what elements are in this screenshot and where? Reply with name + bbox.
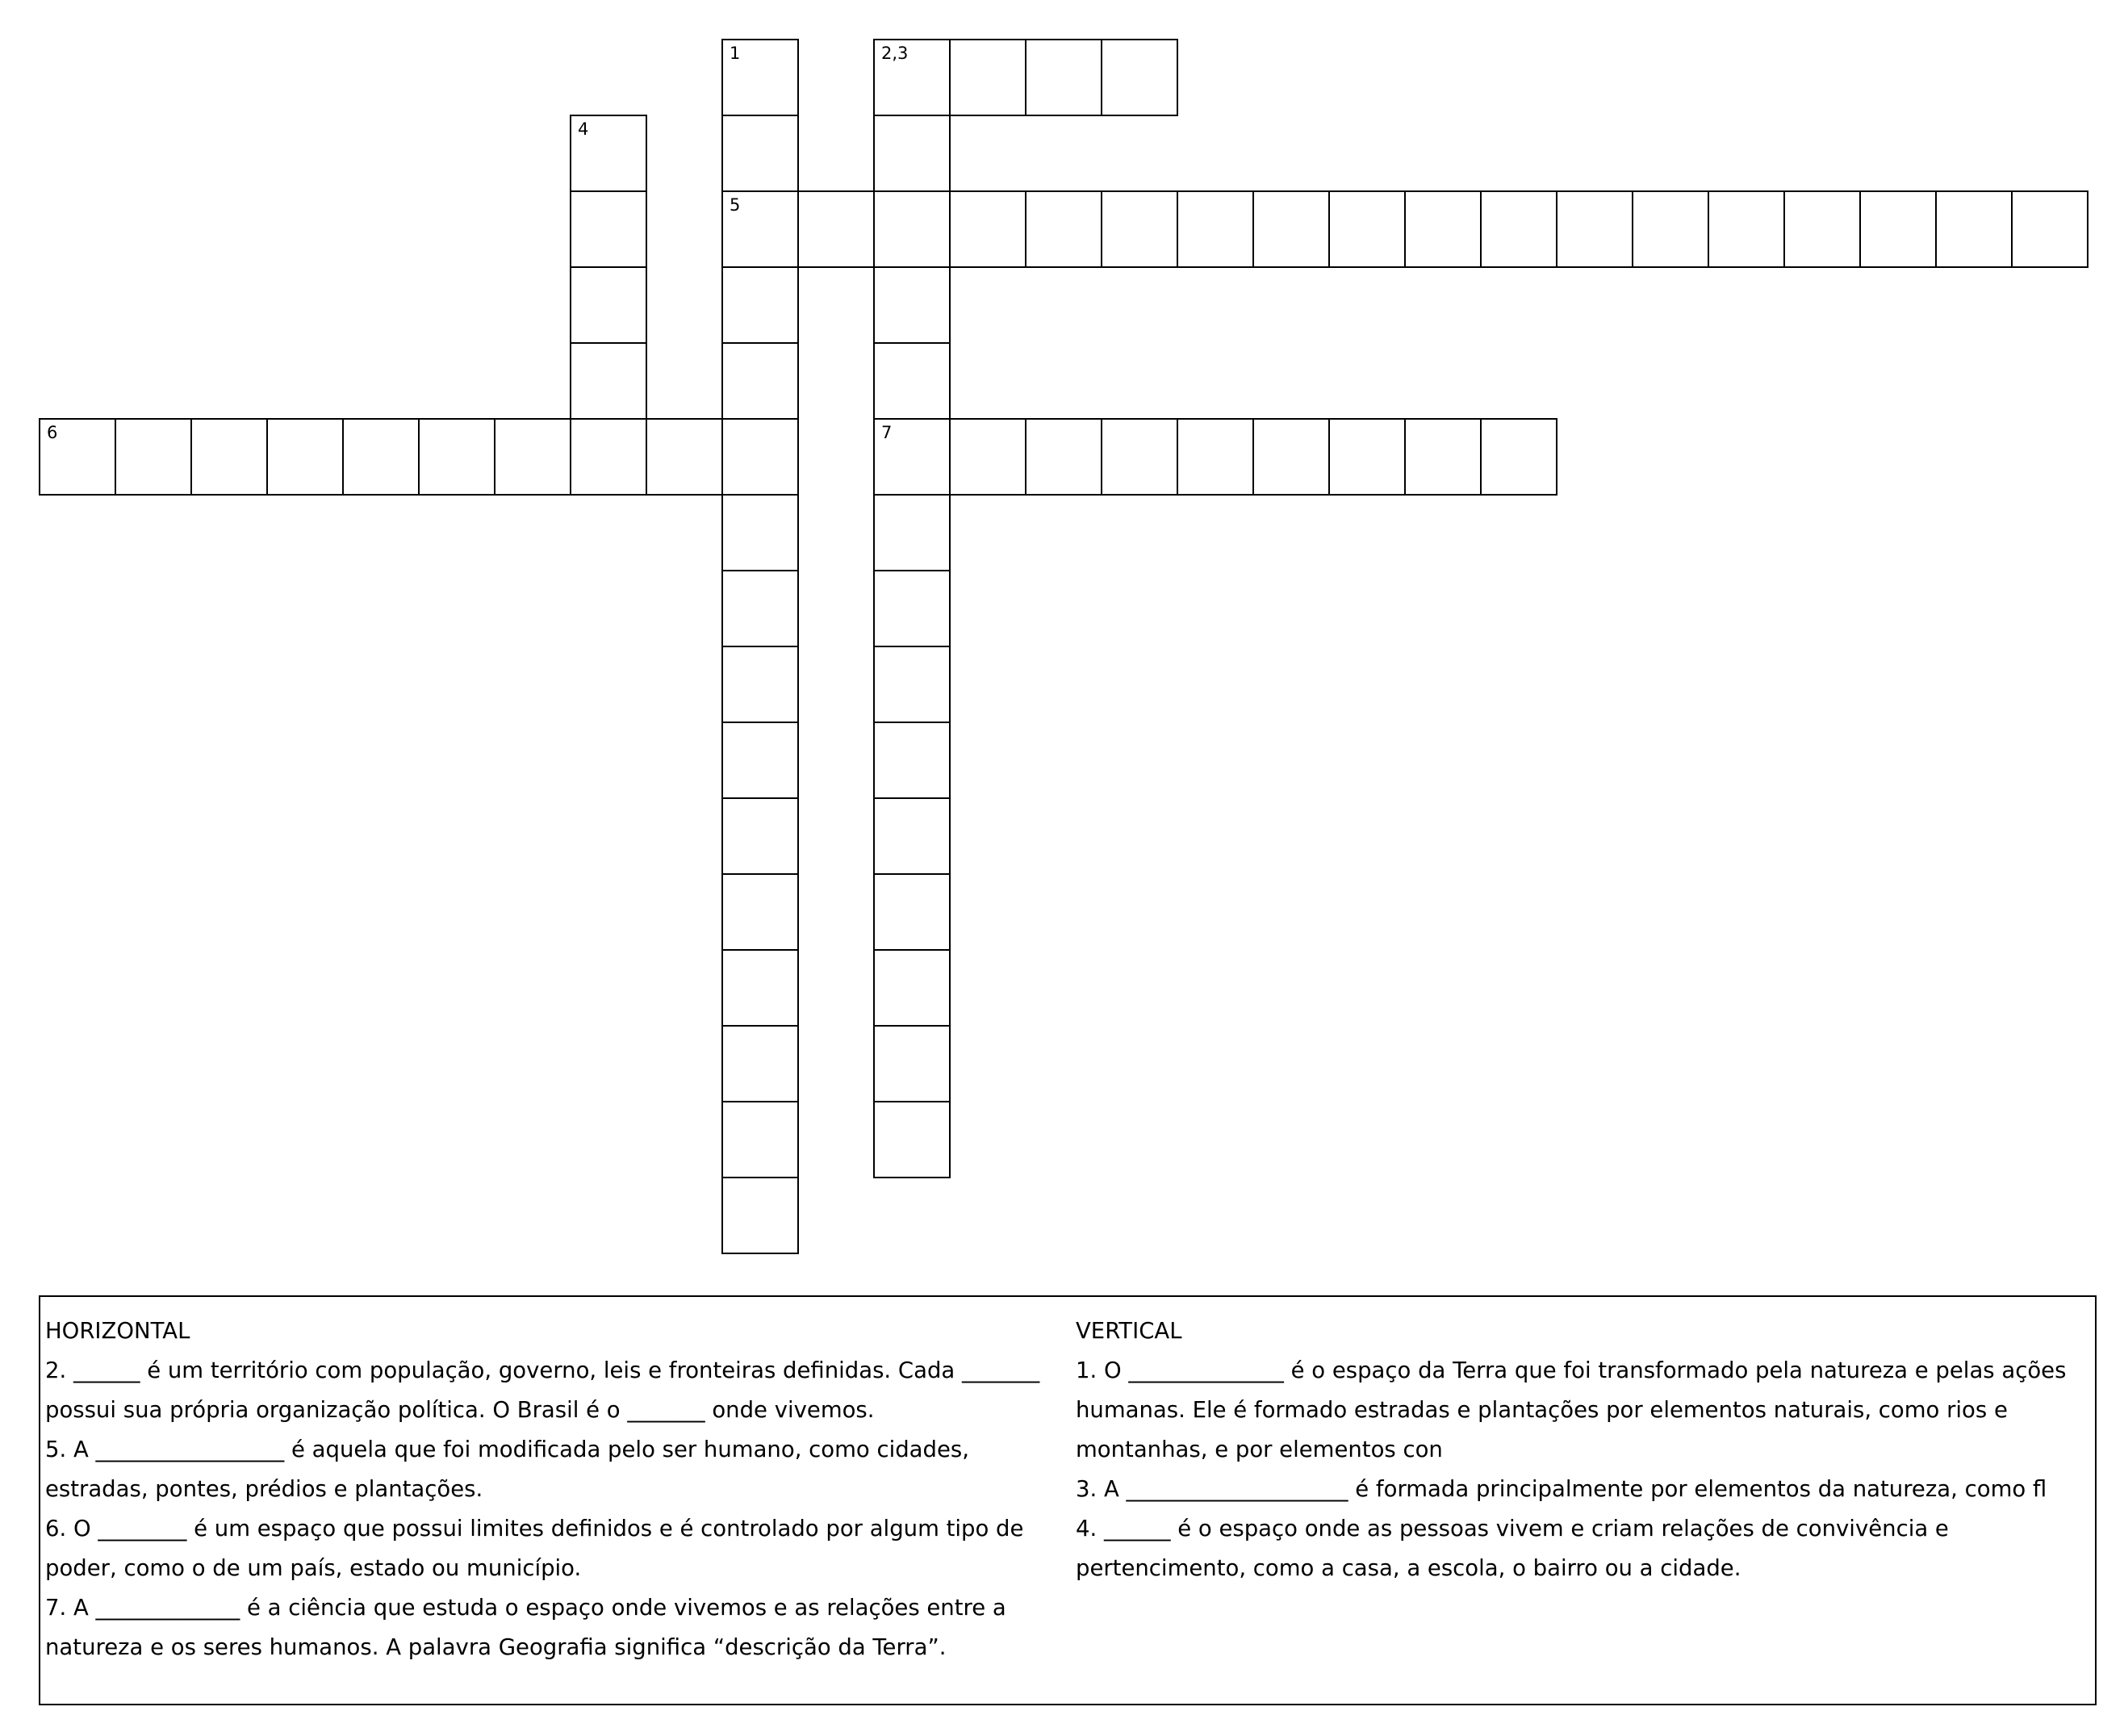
clue-vertical-3: 3. A ____________________ é formada principalmente por elementos da natureza, como fl (1076, 1476, 2047, 1502)
grid-cell[interactable] (873, 570, 951, 647)
grid-cell[interactable] (949, 39, 1026, 116)
grid-cell[interactable] (797, 190, 875, 268)
clue-number: 5 (730, 195, 741, 215)
grid-cell[interactable] (1480, 418, 1557, 496)
grid-cell[interactable] (1859, 190, 1937, 268)
grid-cell[interactable] (949, 190, 1026, 268)
grid-cell[interactable] (949, 418, 1026, 496)
grid-cell[interactable] (1101, 39, 1178, 116)
grid-cell[interactable] (873, 115, 951, 192)
vertical-clues (1076, 1311, 2094, 1588)
grid-cell[interactable] (1177, 190, 1254, 268)
grid-cell[interactable] (1480, 190, 1557, 268)
grid-cell[interactable] (1025, 418, 1102, 496)
grid-cell[interactable] (721, 418, 799, 496)
grid-cell[interactable] (873, 418, 951, 496)
grid-cell[interactable] (418, 418, 495, 496)
grid-cell[interactable] (721, 646, 799, 723)
grid-cell[interactable] (1935, 190, 2013, 268)
grid-cell[interactable] (873, 646, 951, 723)
grid-cell[interactable] (570, 266, 647, 344)
grid-cell[interactable] (873, 873, 951, 951)
clue-vertical-4: 4. ______ é o espaço onde as pessoas vivem e criam relações de convivência e pertencimento, como a casa, a escola, o bairro ou a cidade. (1076, 1516, 1949, 1581)
grid-cell[interactable] (570, 115, 647, 192)
clue-horizontal-6: 6. O ________ é um espaço que possui limites definidos e é controlado por algum tipo de poder, como o de um país, estado ou município. (45, 1516, 1024, 1581)
clue-horizontal-5: 5. A _________________ é aquela que foi modificada pelo ser humano, como cidades, estradas, pontes, prédios e plantações. (45, 1437, 969, 1502)
grid-cell[interactable] (1025, 190, 1102, 268)
grid-cell[interactable] (721, 797, 799, 875)
clue-number: 7 (881, 423, 893, 442)
grid-cell[interactable] (721, 190, 799, 268)
clue-number: 1 (730, 44, 741, 63)
grid-cell[interactable] (873, 342, 951, 420)
grid-cell[interactable] (1101, 418, 1178, 496)
grid-cell[interactable] (873, 1025, 951, 1102)
grid-cell[interactable] (873, 1101, 951, 1178)
grid-cell[interactable] (570, 190, 647, 268)
grid-cell[interactable] (873, 190, 951, 268)
clue-number: 4 (578, 119, 589, 139)
grid-cell[interactable] (1404, 190, 1482, 268)
grid-cell[interactable] (721, 1101, 799, 1178)
clue-number: 2,3 (881, 44, 909, 63)
grid-cell[interactable] (1177, 418, 1254, 496)
grid-cell[interactable] (646, 418, 723, 496)
grid-cell[interactable] (721, 1177, 799, 1254)
grid-cell[interactable] (721, 570, 799, 647)
grid-cell[interactable] (721, 873, 799, 951)
clue-horizontal-7: 7. A _____________ é a ciência que estuda o espaço onde vivemos e as relações entre a natureza e os seres humanos. A palavra Geografia significa “descrição da Terra”. (45, 1595, 1006, 1660)
grid-cell[interactable] (1632, 190, 1709, 268)
grid-cell[interactable] (39, 418, 116, 496)
grid-cell[interactable] (1708, 190, 1785, 268)
grid-cell[interactable] (873, 797, 951, 875)
grid-cell[interactable] (721, 266, 799, 344)
grid-cell[interactable] (570, 342, 647, 420)
grid-cell[interactable] (721, 949, 799, 1027)
grid-cell[interactable] (721, 342, 799, 420)
grid-cell[interactable] (115, 418, 192, 496)
grid-cell[interactable] (1252, 190, 1330, 268)
clue-vertical-1: 1. O ______________ é o espaço da Terra que foi transformado pela natureza e pelas ações humanas. Ele é formado estradas e plantações por elementos naturais, como rios e montanhas, e por elementos con (1076, 1357, 2067, 1462)
grid-cell[interactable] (721, 1025, 799, 1102)
vertical-heading: VERTICAL (1076, 1318, 1182, 1344)
grid-cell[interactable] (190, 418, 268, 496)
grid-cell[interactable] (1025, 39, 1102, 116)
grid-cell[interactable] (2011, 190, 2088, 268)
grid-cell[interactable] (1101, 190, 1178, 268)
grid-cell[interactable] (721, 115, 799, 192)
grid-cell[interactable] (873, 722, 951, 799)
grid-cell[interactable] (1404, 418, 1482, 496)
grid-cell[interactable] (1328, 190, 1406, 268)
grid-cell[interactable] (1252, 418, 1330, 496)
horizontal-clues (45, 1311, 1054, 1667)
grid-cell[interactable] (342, 418, 420, 496)
horizontal-heading: HORIZONTAL (45, 1318, 190, 1344)
clue-number: 6 (47, 423, 58, 442)
grid-cell[interactable] (721, 494, 799, 571)
clue-horizontal-2: 2. ______ é um território com população, governo, leis e fronteiras definidas. Cada _______ possui sua própria organização política. O Brasil é o _______ onde vivemos. (45, 1357, 1040, 1423)
grid-cell[interactable] (570, 418, 647, 496)
grid-cell[interactable] (873, 949, 951, 1027)
grid-cell[interactable] (873, 494, 951, 571)
grid-cell[interactable] (873, 266, 951, 344)
grid-cell[interactable] (721, 39, 799, 116)
grid-cell[interactable] (1556, 190, 1633, 268)
clues-box (39, 1295, 2097, 1705)
grid-cell[interactable] (1328, 418, 1406, 496)
grid-cell[interactable] (873, 39, 951, 116)
grid-cell[interactable] (266, 418, 344, 496)
grid-cell[interactable] (494, 418, 571, 496)
grid-cell[interactable] (721, 722, 799, 799)
grid-cell[interactable] (1783, 190, 1861, 268)
